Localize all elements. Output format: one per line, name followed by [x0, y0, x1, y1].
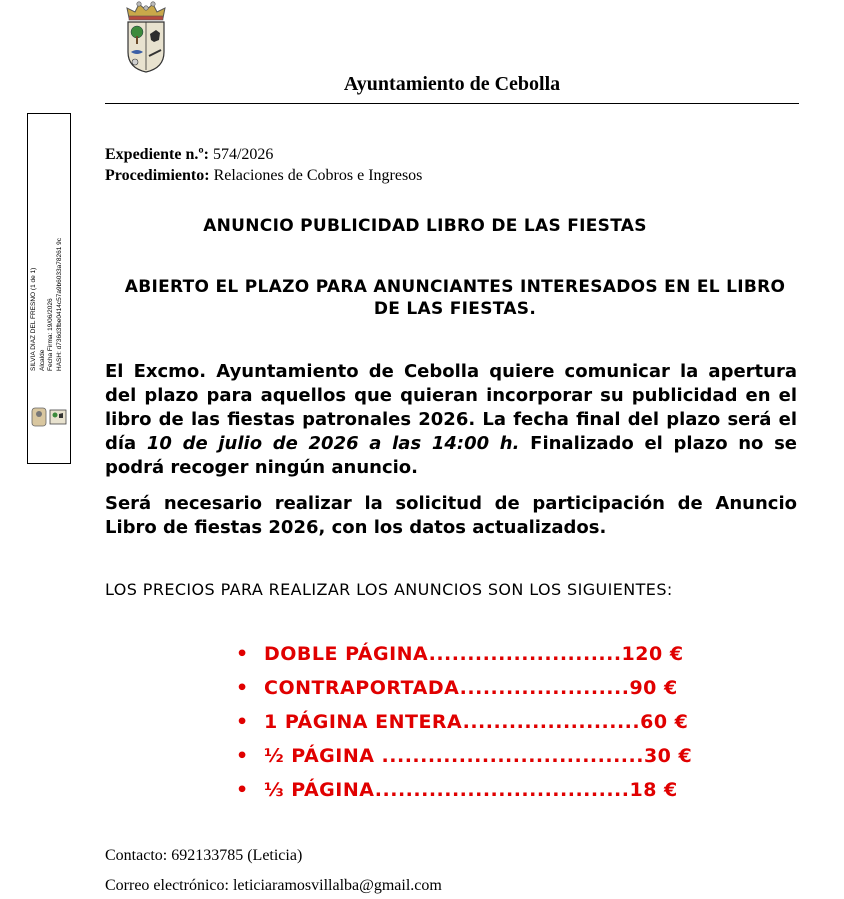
price-list: [230, 641, 710, 811]
signature-details: [30, 121, 64, 371]
price-item: [230, 777, 710, 811]
expediente-label: Expediente n.º:: [105, 146, 209, 163]
prices-heading: LOS PRECIOS PARA REALIZAR LOS ANUNCIOS SON LOS SIGUIENTES:: [105, 580, 673, 599]
bullet-icon: •: [236, 711, 249, 733]
price-item: [230, 743, 710, 777]
price-item: [230, 709, 710, 743]
price-item: [230, 675, 710, 709]
price-text: DOBLE PÁGINA.........................120 €: [264, 643, 684, 665]
procedimiento-label: Procedimiento:: [105, 167, 210, 184]
price-text: 1 PÁGINA ENTERA.......................60 €: [264, 711, 689, 733]
contact-phone: Contacto: 692133785 (Leticia): [105, 847, 303, 864]
procedimiento-value: Relaciones de Cobros e Ingresos: [213, 167, 423, 184]
body-paragraph-1: [105, 360, 797, 480]
price-item: [230, 641, 710, 675]
stamp-logos: [30, 406, 70, 428]
signer-role: Alcalde: [38, 349, 46, 371]
bullet-icon: •: [236, 677, 249, 699]
deadline-date: 10 de julio de 2026 a las 14:00 h.: [146, 433, 520, 454]
price-text: CONTRAPORTADA......................90 €: [264, 677, 678, 699]
price-text: ½ PÁGINA ..................................30 €: [264, 745, 693, 767]
signer-name: SILVIA DIAZ DEL FRESNO (1 de 1): [30, 267, 37, 371]
paragraph-1-start: El Excmo. Ayuntamiento de Cebolla quiere comunicar la apertura del plazo para aquellos que quieran incorporar su publicidad en el libro de las fiestas patronales 2026. La fecha final del plazo será el día: [105, 361, 797, 454]
paragraph-1-end: Finalizado el plazo no se podrá recoger ningún anuncio.: [105, 433, 798, 478]
signature-date: Fecha Firma: 19/06/2026: [47, 298, 54, 371]
coat-of-arms-logo: [121, 0, 171, 74]
announcement-subtitle: ABIERTO EL PLAZO PARA ANUNCIANTES INTERESADOS EN EL LIBRO DE LAS FIESTAS.: [124, 277, 786, 319]
expediente-line: [105, 144, 422, 165]
bullet-icon: •: [236, 779, 249, 801]
body-paragraph-2: Será necesario realizar la solicitud de participación de Anuncio Libro de fiestas 2026, con los datos actualizados.: [105, 493, 797, 538]
organization-name: Ayuntamiento de Cebolla: [343, 73, 561, 95]
signature-hash: HASH: d736d3fbe0414c57a9b6033a78261 9c: [55, 237, 63, 371]
header-divider: [105, 103, 799, 104]
file-metadata: [105, 144, 422, 186]
bullet-icon: •: [236, 643, 249, 665]
signature-stamp: [27, 113, 71, 464]
bullet-icon: •: [236, 745, 249, 767]
announcement-title: ANUNCIO PUBLICIDAD LIBRO DE LAS FIESTAS: [203, 216, 647, 236]
contact-email: Correo electrónico: leticiaramosvillalba@gmail.com: [105, 877, 442, 894]
expediente-value: 574/2026: [212, 146, 274, 163]
procedimiento-line: [105, 165, 422, 186]
price-text: ⅓ PÁGINA.................................18 €: [264, 779, 678, 801]
